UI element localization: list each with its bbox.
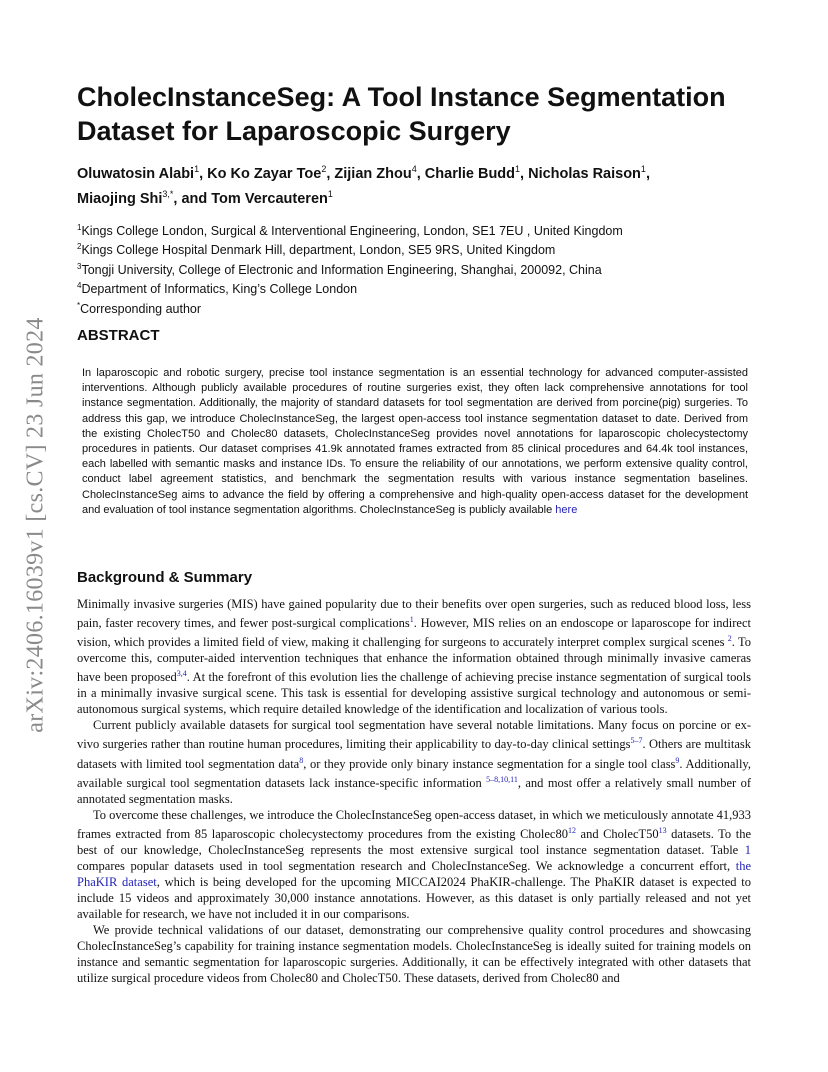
- citation-link[interactable]: 1: [409, 615, 414, 624]
- citation-link[interactable]: 5–7: [630, 736, 643, 746]
- author: Tom Vercauteren$^1$: [211, 188, 333, 207]
- affiliation: $^4$Department of Informatics, King’s College London: [77, 281, 358, 297]
- author-list: [77, 159, 777, 209]
- affiliation: *Corresponding author: [77, 300, 202, 316]
- affiliation: $^3$Tongji University, College of Electronic and Information Engineering, Shanghai, 200092, China: [77, 261, 602, 278]
- author: Oluwatosin Alabi$^1$,: [77, 164, 208, 182]
- citation-link[interactable]: 12: [567, 825, 576, 835]
- citation-link[interactable]: 2: [727, 634, 732, 644]
- arxiv-sidebar-identifier: [16, 290, 56, 760]
- paragraph: We provide technical validations of our dataset, demonstrating our comprehensive quality control procedures and showcasing CholecInstanceSeg’s capability for training instance segmentation models. CholecInstanceSeg is ideally suited for training models on instance and semantic segmentation for laparoscopic surgeries. Additionally, it can be effectively integrated with other datasets that utilize surgical procedure videos from Cholec80 and CholecT50. These datasets, derived from Cholec80 and: [77, 923, 751, 986]
- author: Nicholas Raison$^1$,: [528, 164, 650, 182]
- affiliation-list: [77, 220, 777, 317]
- arxiv-id-text: arXiv:2406.16039v1 [cs.CV] 23 Jun 2024: [22, 317, 49, 733]
- phakir-dataset-link[interactable]: the PhaKIR dataset: [77, 859, 751, 890]
- abstract-link[interactable]: here: [555, 503, 578, 516]
- author: Miaojing Shi$^{3,*}$, and: [77, 188, 212, 207]
- table-ref-link[interactable]: 1: [744, 843, 751, 858]
- background-heading: Background & Summary: [77, 569, 253, 586]
- citation-link[interactable]: 5–8,10,11: [486, 774, 518, 784]
- citation-link[interactable]: 13: [658, 825, 667, 835]
- background-body: [77, 596, 751, 986]
- paragraph: Minimally invasive surgeries (MIS) have gained popularity due to their benefits over open surgeries, such as reduced blood loss, less pain, faster recovery times, and fewer post-surgical complications$^1$. However, MIS relies on an endoscope or laparoscope for indirect vision, which provides a limited field of view, making it challenging for surgeons to accurately interpret complex surgical scenes $^2$. To overcome this, computer-aided intervention techniques that enhance the information obtained through minimally invasive cameras have been proposed$^{3,4}$. At the forefront of this evolution lies the challenge of achieving precise instance segmentation of surgical tools in a minimally invasive surgical scene. This task is essential for developing assistive surgical technology and autonomous or semi-autonomous surgical systems, which require detailed knowledge of the identification and localization of various tools.: [77, 597, 751, 717]
- author: Charlie Budd$^1$,: [424, 164, 529, 182]
- citation-link[interactable]: 9: [675, 755, 680, 765]
- paragraph: Current publicly available datasets for surgical tool segmentation have several notable limitations. Many focus on porcine or ex-vivo surgeries rather than routine human procedures, limiting their applicability to day-to-day clinical settings$^{5-7}$. Others are multitask datasets with limited tool segmentation data$^8$, or they provide only binary instance segmentation for a single tool class$^9$. Additionally, available surgical tool segmentation datasets lack instance-specific information $^{5-8,10,11}$, and most offer a relatively small number of annotated segmentation masks.: [77, 718, 751, 806]
- abstract-text: In laparoscopic and robotic surgery, precise tool instance segmentation is an essential technology for advanced computer-assisted interventions. Although publicly available procedures of routine surgeries exist, they often lack comprehensive annotations for tool instance segmentation. Additionally, the majority of standard datasets for tool segmentation are derived from porcine(pig) surgeries. To address this gap, we introduce CholecInstanceSeg, the largest open-access tool instance segmentation dataset to date. Derived from the existing CholecT50 and Cholec80 datasets, CholecInstanceSeg provides novel annotations for laparoscopic cholecystectomy procedures in patients. Our dataset comprises 41.9k annotated frames extracted from 85 clinical procedures and 64.4k tool instances, each labelled with semantic masks and instance IDs. To ensure the reliability of our annotations, we perform extensive quality control, conduct label agreement statistics, and benchmark the segmentation results with various instance segmentation baselines. CholecInstanceSeg aims to advance the field by offering a comprehensive and high-quality open-access dataset for the development and evaluation of tool instance segmentation algorithms. CholecInstanceSeg is publicly available here: [82, 367, 748, 516]
- paper-title: CholecInstanceSeg: A Tool Instance Segmentation Dataset for Laparoscopic Surgery: [77, 82, 726, 146]
- author: Ko Ko Zayar Toe$^2$,: [207, 164, 335, 182]
- abstract-heading: ABSTRACT: [77, 327, 160, 344]
- affiliation: $^1$Kings College London, Surgical & Interventional Engineering, London, SE1 7EU , United Kingdom: [77, 223, 623, 239]
- citation-link[interactable]: 3,4: [176, 669, 187, 679]
- paragraph: To overcome these challenges, we introduce the CholecInstanceSeg open-access dataset, in which we meticulously annotate 41,933 frames extracted from 85 laparoscopic cholecystectomy procedures from the existing $Cholec80^{12}$ and $CholecT50^{13}$ datasets. To the best of our knowledge, CholecInstanceSeg represents the most extensive surgical tool instance segmentation dataset. Table 1 compares popular datasets used in tool segmentation research and CholecInstanceSeg. We acknowledge a concurrent effort, the PhaKIR dataset, which is being developed for the upcoming MICCAI2024 PhaKIR-challenge. The PhaKIR dataset is expected to include 15 videos and approximately 30,000 instance annotations. However, as this dataset is only partially released and not yet available for research, we have not included it in our comparisons.: [77, 807, 751, 922]
- citation-link[interactable]: 8: [299, 755, 304, 765]
- affiliation: $^2$Kings College Hospital Denmark Hill, department, London, SE5 9RS, United Kingdom: [77, 242, 556, 258]
- author: Zijian Zhou$^4$,: [334, 164, 425, 182]
